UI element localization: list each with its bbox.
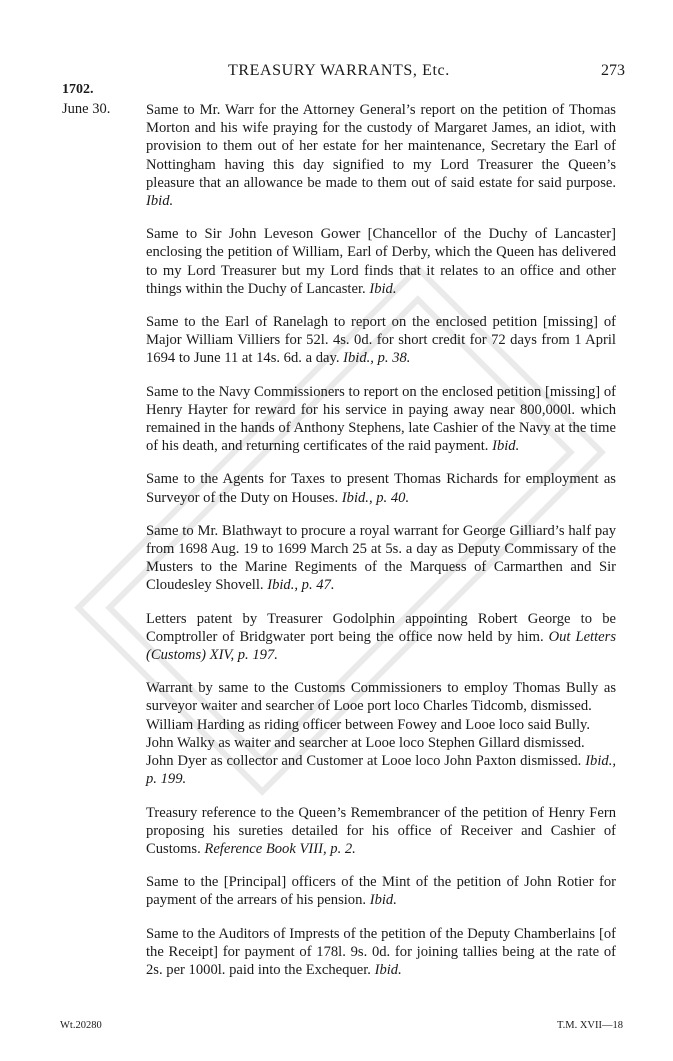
entry [146,679,616,715]
entry [146,610,616,665]
footer-print-code: Wt.20280 [60,1020,102,1031]
entry-text: William Harding as riding officer between Fowey and Looe loco said Bully. [146,716,591,733]
entry [146,734,616,752]
entry [146,470,616,506]
margin-date: June 30. [62,101,111,117]
entry-text: Same to the Earl of Ranelagh to report on the enclosed petition [missing] of Major William Villiers for 52l. 4s. 0d. for short credit for 72 days from 1 April 1694 to June 11 at 14s. 6d. a day. [146,314,616,367]
entry-reference: Out Letters (Customs) XIV, p. 197. [146,628,616,664]
entry [146,101,616,210]
entry-reference: Ibid., p. 199. [146,753,616,788]
entry-text: Same to the Navy Commissioners to report on the enclosed petition [missing] of Henry Hayter for reward for his service in paying away near 800,000l. which remained in the hands of Anthony Stephens, late Cashier of the Navy at the time of his death, and returning certificates of the raid payment. [146,383,616,455]
entry [146,752,616,788]
entry-reference: Ibid. [492,438,520,455]
entry-text: John Walky as waiter and searcher at Looe loco Stephen Gillard dismissed. [146,734,585,751]
entry [146,804,616,859]
entry-reference: Ibid. [369,892,397,909]
entry-reference: Ibid. [146,193,174,210]
margin-year: 1702. [62,82,94,97]
entry [146,716,616,734]
entry-text: Treasury reference to the Queen’s Remembrancer of the petition of Henry Fern proposing his sureties detailed for his office of Receiver and Cashier of Customs. [146,804,616,857]
entry [146,225,616,298]
entry [146,873,616,909]
running-header [0,62,673,84]
entry-reference: Ibid., p. 38. [343,350,411,367]
entry-reference: Reference Book VIII, p. 2. [204,840,356,857]
footer-signature-mark: T.M. XVII—18 [556,1020,623,1031]
entry [146,522,616,595]
entry [146,313,616,368]
entry-text: Same to Mr. Blathwayt to procure a royal warrant for George Gilliard’s half pay from 1698 Aug. 19 to 1699 March 25 at 5s. a day as Deputy Commissary of the Musters to the Marine Regiments of the Marquess of Carmarthen and Sir Cloudesley Shovell. [146,522,616,594]
entry-text: John Dyer as collector and Customer at Looe loco John Paxton dismissed. [146,753,582,770]
entry-text: Same to Sir John Leveson Gower [Chancellor of the Duchy of Lancaster] enclosing the petition of William, Earl of Derby, which the Queen has delivered to my Lord Treasurer but my Lord finds that it relates to an office and other things within the Duchy of Lancaster. [146,226,616,297]
entry-reference: Ibid. [369,280,397,297]
entry-text: Warrant by same to the Customs Commissioners to employ Thomas Bully as surveyor waiter and searcher of Looe port loco Charles Tidcomb, dismissed. [146,680,616,715]
entry-text: Same to the Agents for Taxes to present Thomas Richards for employment as Surveyor of the Duty on Houses. [146,471,616,506]
entry [146,383,616,456]
entries-body [146,101,616,994]
entry [146,925,616,980]
entry-reference: Ibid., p. 40. [341,489,410,506]
entry-text: Same to Mr. Warr for the Attorney General’s report on the petition of Thomas Morton and his wife praying for the custody of Margaret James, an idiot, with provision to them out of her estate for her maintenance, Secretary the Earl of Nottingham having this day signified to my Lord Treasurer the Queen’s pleasure that an allowance be made to them out of said estate for said purpose. [146,102,616,191]
entry-reference: Ibid. [374,961,402,978]
entry-text: Letters patent by Treasurer Godolphin appointing Robert George to be Comptroller of Bridgwater port being the office now held by him. [146,610,616,645]
entry-text: Same to the [Principal] officers of the Mint of the petition of John Rotier for payment of the arrears of his pension. [146,874,616,909]
header-title: TREASURY WARRANTS, Etc. [228,62,450,79]
entry-reference: Ibid., p. 47. [267,577,335,594]
entry-text: Same to the Auditors of Imprests of the petition of the Deputy Chamberlains [of the Receipt] for payment of 178l. 9s. 0d. for joining tallies being at the rate of 2s. per 1000l. paid into the Exchequer. [146,925,616,978]
page-number: 273 [601,62,625,79]
